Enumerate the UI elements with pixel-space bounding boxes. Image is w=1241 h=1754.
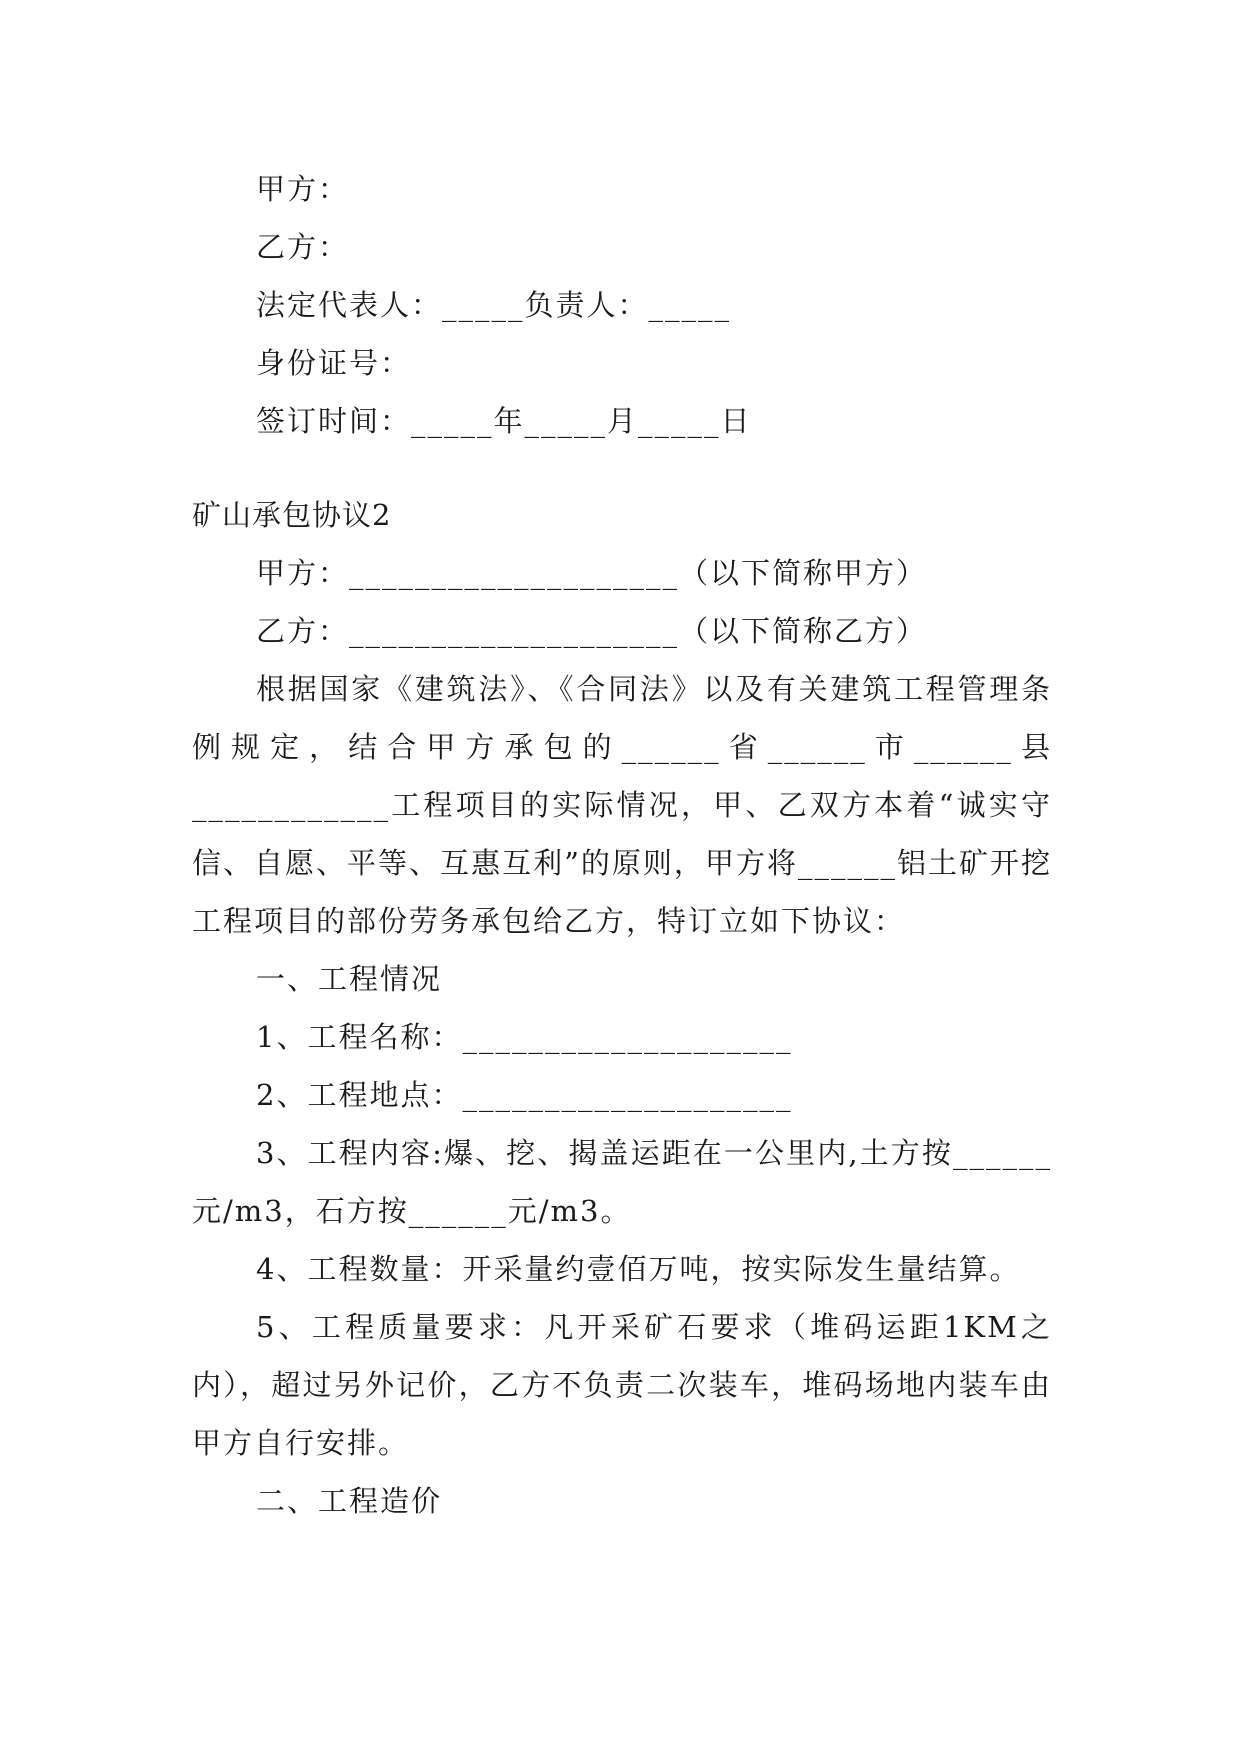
signature-legal-rep: 法定代表人：_____负责人：_____ xyxy=(256,288,732,322)
section-1-heading: 一、工程情况 xyxy=(256,962,443,996)
section-gap xyxy=(192,450,1052,486)
signature-party-a: 甲方： xyxy=(256,172,350,206)
agreement-title: 矿山承包协议2 xyxy=(192,498,392,532)
signature-date: 签订时间：_____年_____月_____日 xyxy=(256,404,752,438)
document-body xyxy=(192,160,1052,1530)
item-project-content: 3、工程内容:爆、挖、揭盖运距在一公里内,土方按______元/m3，石方按______元/m3。 xyxy=(192,1136,1052,1228)
section-2-heading: 二、工程造价 xyxy=(256,1484,443,1518)
agreement-party-a: 甲方：____________________（以下简称甲方） xyxy=(256,556,928,590)
item-project-location: 2、工程地点：____________________ xyxy=(256,1078,793,1112)
signature-party-b: 乙方： xyxy=(256,230,350,264)
item-quality-requirements: 5、工程质量要求：凡开采矿石要求（堆码运距1KM之内），超过另外记价，乙方不负责二次装车，堆码场地内装车由甲方自行安排。 xyxy=(192,1310,1052,1460)
agreement-preamble: 根据国家《建筑法》、《合同法》以及有关建筑工程管理条例规定，结合甲方承包的______省______市______县____________工程项目的实际情况，甲、乙双方本着“诚实守信、自愿、平等、互惠互利”的原则，甲方将______铝土矿开挖工程项目的部份劳务承包给乙方，特订立如下协议： xyxy=(192,672,1052,938)
agreement-party-b: 乙方：____________________（以下简称乙方） xyxy=(256,614,928,648)
item-project-quantity: 4、工程数量：开采量约壹佰万吨，按实际发生量结算。 xyxy=(256,1252,1021,1286)
item-project-name: 1、工程名称：____________________ xyxy=(256,1020,793,1054)
signature-id-number: 身份证号： xyxy=(256,346,412,380)
